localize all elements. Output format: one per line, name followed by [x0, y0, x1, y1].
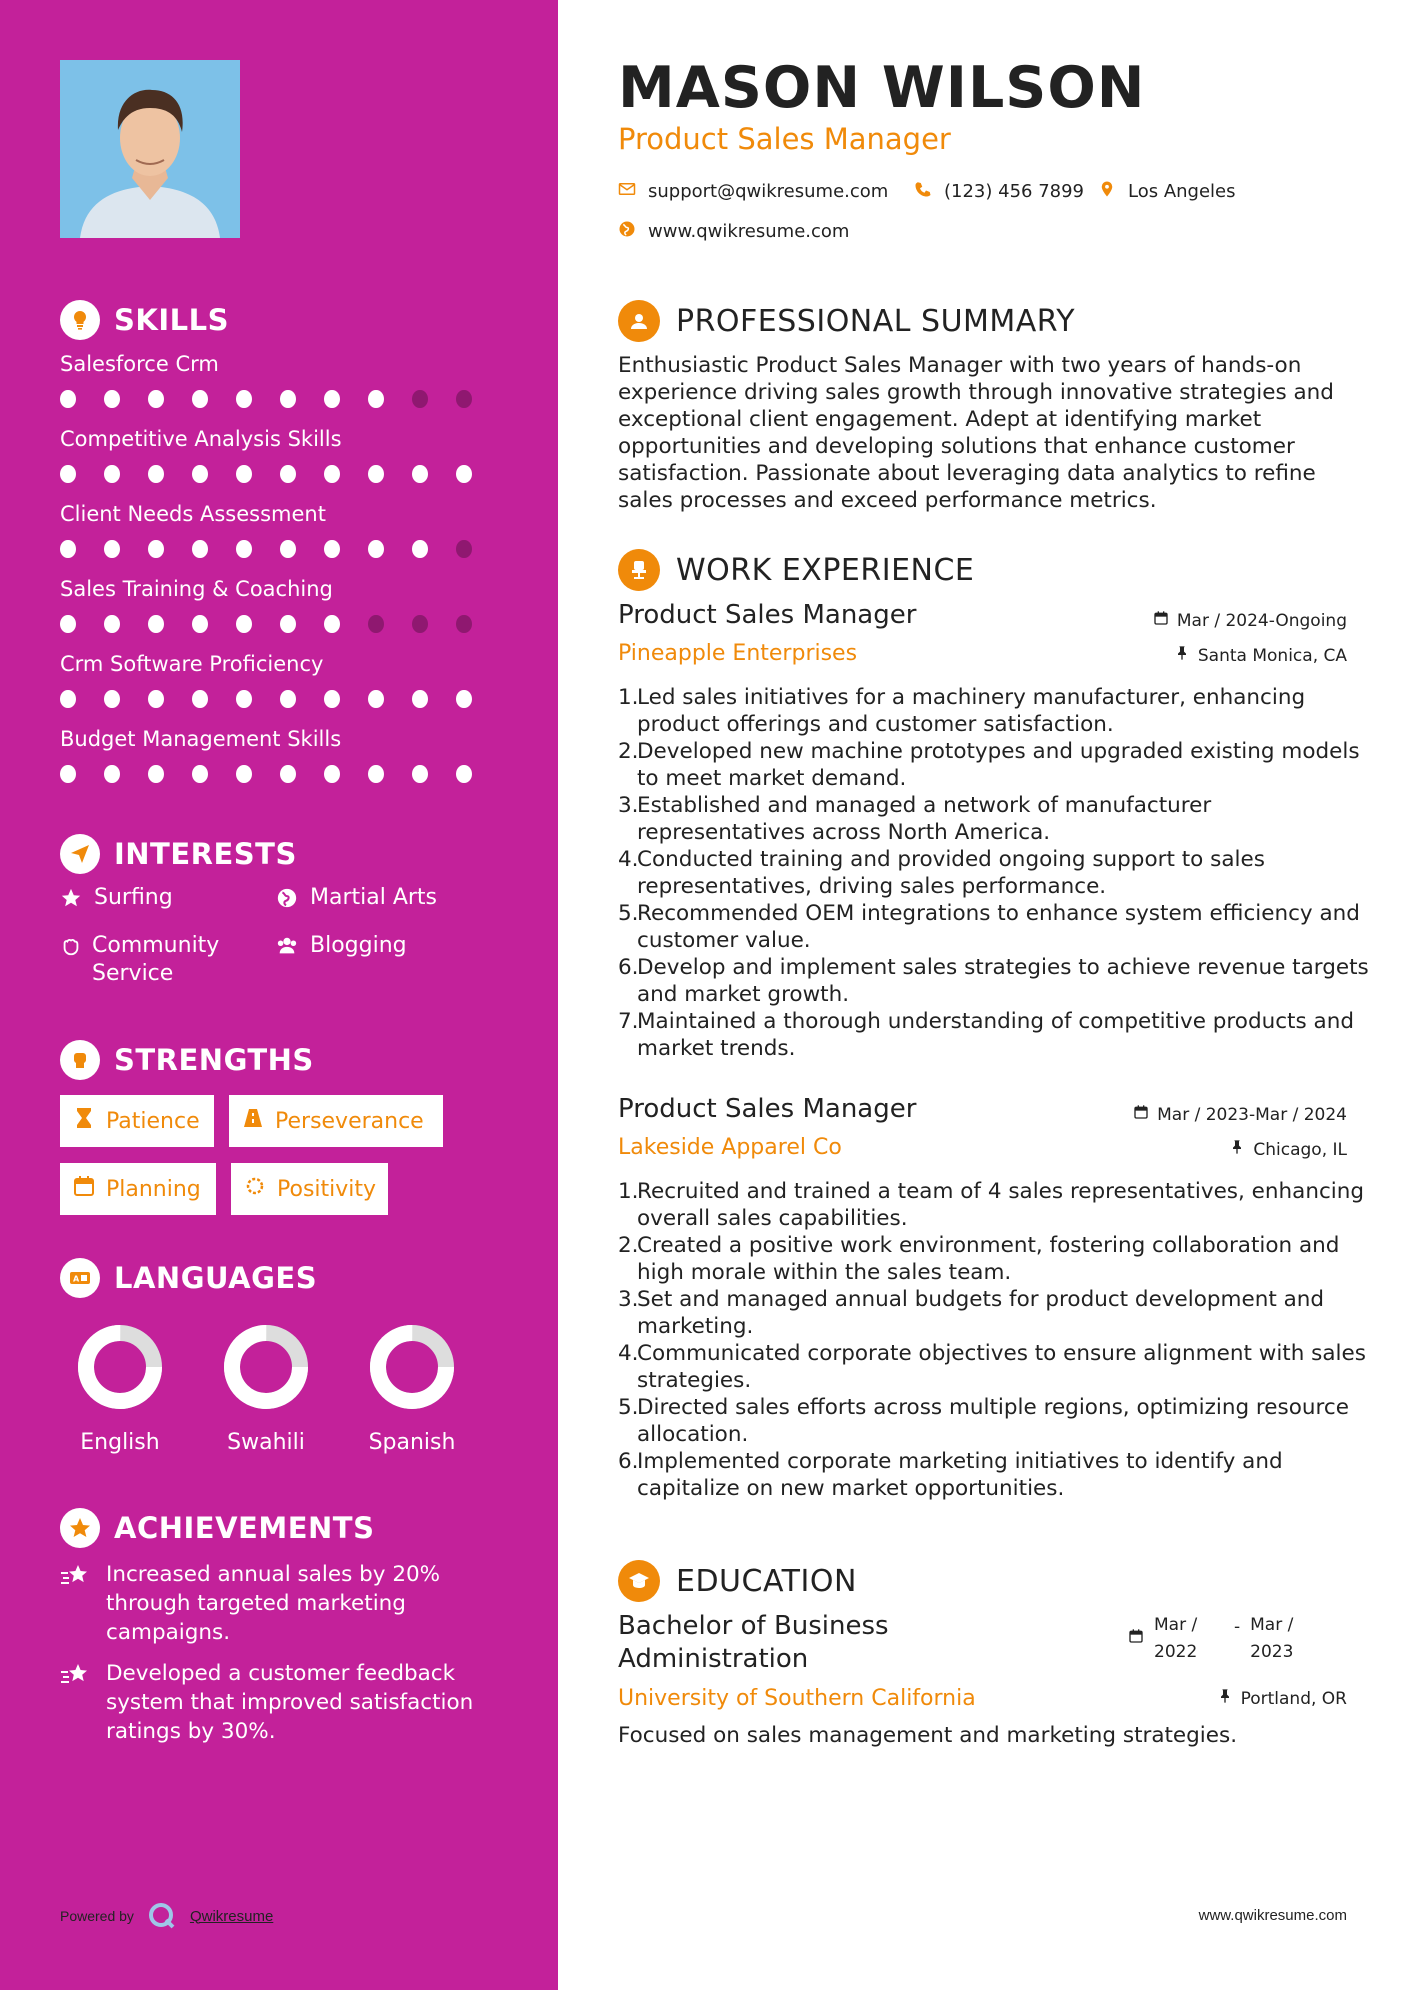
- list-item: [618, 1008, 1378, 1062]
- skill-dot: [324, 465, 340, 483]
- language-name: Spanish: [368, 1430, 456, 1455]
- job-title: Product Sales Manager: [618, 1094, 917, 1124]
- strength-positivity: Positivity: [231, 1163, 388, 1215]
- skill-dot: [236, 540, 252, 558]
- list-text: Recommended OEM integrations to enhance system efficiency and customer value.: [637, 901, 1360, 953]
- skill-dot: [368, 390, 384, 408]
- skill-dot: [324, 540, 340, 558]
- contact-website[interactable]: www.qwikresume.com: [618, 220, 849, 243]
- interests-header: [60, 834, 297, 874]
- globe-icon: [618, 220, 636, 243]
- footer-url[interactable]: www.qwikresume.com: [1198, 1907, 1347, 1924]
- skill-item: [60, 352, 500, 408]
- skill-dot: [368, 540, 384, 558]
- strength-perseverance: Perseverance: [229, 1095, 443, 1147]
- list-number: 1.: [618, 1179, 639, 1204]
- qwikresume-link[interactable]: Qwikresume: [189, 1907, 274, 1925]
- skill-dot: [60, 690, 76, 708]
- interest-community-service: Community Service: [60, 932, 250, 988]
- interest-surfing: Surfing: [60, 884, 173, 912]
- skill-dot: [148, 465, 164, 483]
- calendar-icon: [1128, 1626, 1144, 1653]
- skill-dot: [412, 765, 428, 783]
- skill-rating: [60, 465, 500, 483]
- interest-martial-arts: Martial Arts: [276, 884, 437, 912]
- skill-dot: [280, 690, 296, 708]
- job-title: Product Sales Manager: [618, 600, 917, 630]
- skill-dot: [192, 765, 208, 783]
- languages-title: LANGUAGES: [114, 1261, 318, 1295]
- education-dates: Mar / 2022 - Mar / 2023: [1128, 1612, 1310, 1666]
- language-item: [60, 1322, 180, 1455]
- skill-dot: [280, 465, 296, 483]
- shooting-star-icon: [60, 1562, 92, 1590]
- language-level-ring: [75, 1322, 165, 1412]
- sun-icon: [243, 1174, 267, 1204]
- achievements-title: ACHIEVEMENTS: [114, 1511, 375, 1545]
- summary-text: Enthusiastic Product Sales Manager with two years of hands-on experience driving sales growth through innovative strategies and exceptional client engagement. Adept at identifying market opportunities and developing solutions that enhance customer satisfaction. Passionate about leveraging data analytics to refine sales processes and exceed performance metrics.: [618, 353, 1334, 513]
- skill-rating: [60, 690, 500, 708]
- experience-title: WORK EXPERIENCE: [676, 552, 975, 588]
- language-level-ring: [221, 1322, 311, 1412]
- job-bullets: [618, 684, 1378, 1062]
- skill-rating: [60, 540, 500, 558]
- skill-dot: [412, 615, 428, 633]
- list-item: [618, 1394, 1378, 1448]
- users-icon: [276, 932, 300, 960]
- skill-dot: [412, 390, 428, 408]
- list-number: 7.: [618, 1009, 639, 1034]
- strengths-header: [60, 1040, 314, 1080]
- list-item: [618, 1286, 1378, 1340]
- star-icon: [60, 884, 84, 912]
- globe-icon: [276, 884, 300, 912]
- list-text: Created a positive work environment, fostering collaboration and high morale within the sales team.: [637, 1233, 1340, 1285]
- skill-dot: [192, 540, 208, 558]
- list-text: Communicated corporate objectives to ensure alignment with sales strategies.: [637, 1341, 1366, 1393]
- map-pin-icon: [1098, 180, 1116, 203]
- skill-dot: [456, 765, 472, 783]
- list-number: 2.: [618, 1233, 639, 1258]
- list-item: [618, 792, 1378, 846]
- education-description: Focused on sales management and marketing strategies.: [618, 1723, 1238, 1748]
- profile-photo: [60, 60, 240, 238]
- interests-title: INTERESTS: [114, 837, 297, 871]
- strength-planning: Planning: [60, 1163, 216, 1215]
- skill-dot: [192, 615, 208, 633]
- calendar-icon: [72, 1174, 96, 1204]
- pushpin-icon: [1229, 1139, 1245, 1160]
- school-name: University of Southern California: [618, 1686, 976, 1711]
- list-item: [618, 1448, 1378, 1502]
- list-text: Recruited and trained a team of 4 sales representatives, enhancing overall sales capabilities.: [637, 1179, 1365, 1231]
- skill-dot: [148, 390, 164, 408]
- pushpin-icon: [1217, 1688, 1233, 1709]
- job-location: Chicago, IL: [1229, 1139, 1347, 1160]
- skill-dot: [412, 465, 428, 483]
- list-number: 4.: [618, 847, 639, 872]
- job-company: Lakeside Apparel Co: [618, 1135, 842, 1160]
- skill-dot: [456, 390, 472, 408]
- summary-header: [618, 300, 1075, 342]
- shooting-star-icon: [60, 1661, 92, 1689]
- education-header: [618, 1560, 857, 1602]
- language-name: Swahili: [227, 1430, 305, 1455]
- skill-dot: [192, 690, 208, 708]
- skill-dot: [368, 465, 384, 483]
- powered-by: Powered by Qwikresume: [60, 1900, 273, 1932]
- skill-dot: [368, 690, 384, 708]
- skill-item: [60, 502, 500, 558]
- skill-dot: [60, 465, 76, 483]
- skill-dot: [192, 390, 208, 408]
- hand-icon: [60, 932, 82, 960]
- language-item: [206, 1322, 326, 1455]
- skill-name: Sales Training & Coaching: [60, 577, 333, 601]
- skill-item: [60, 727, 500, 783]
- person-photo-icon: [60, 60, 240, 238]
- pushpin-icon: [1174, 645, 1190, 666]
- skill-dot: [280, 765, 296, 783]
- skill-name: Salesforce Crm: [60, 352, 219, 376]
- list-text: Established and managed a network of manufacturer representatives across North America.: [637, 793, 1212, 845]
- achievement-item: Developed a customer feedback system that improved satisfaction ratings by 30%.: [60, 1659, 500, 1746]
- list-number: 6.: [618, 1449, 639, 1474]
- contact-location: Los Angeles: [1098, 180, 1236, 203]
- skill-dot: [60, 540, 76, 558]
- skill-dot: [412, 690, 428, 708]
- hourglass-icon: [72, 1106, 96, 1136]
- strengths-title: STRENGTHS: [114, 1043, 314, 1077]
- list-item: [618, 900, 1378, 954]
- interest-blogging: Blogging: [276, 932, 407, 960]
- list-number: 3.: [618, 1287, 639, 1312]
- education-title: EDUCATION: [676, 1563, 857, 1599]
- sidebar: [0, 0, 558, 1990]
- job-bullets: [618, 1178, 1378, 1502]
- language-icon: [60, 1258, 100, 1298]
- skill-dot: [280, 615, 296, 633]
- graduation-cap-icon: [618, 1560, 660, 1602]
- list-item: [618, 954, 1378, 1008]
- skill-dot: [412, 540, 428, 558]
- skill-dot: [368, 615, 384, 633]
- skill-dot: [104, 690, 120, 708]
- lightbulb-icon: [60, 300, 100, 340]
- skill-rating: [60, 765, 500, 783]
- list-number: 5.: [618, 1395, 639, 1420]
- skill-dot: [148, 690, 164, 708]
- language-level-ring: [367, 1322, 457, 1412]
- skill-dot: [148, 765, 164, 783]
- skill-dot: [148, 540, 164, 558]
- fist-icon: [60, 1040, 100, 1080]
- skill-dot: [236, 765, 252, 783]
- skill-dot: [236, 465, 252, 483]
- skill-name: Budget Management Skills: [60, 727, 342, 751]
- list-text: Implemented corporate marketing initiatives to identify and capitalize on new market opportunities.: [637, 1449, 1283, 1501]
- skill-dot: [280, 540, 296, 558]
- skill-rating: [60, 390, 500, 408]
- skill-dot: [60, 765, 76, 783]
- summary-title: PROFESSIONAL SUMMARY: [676, 303, 1076, 339]
- skill-dot: [456, 540, 472, 558]
- list-item: [618, 738, 1378, 792]
- main-content: [558, 0, 1407, 1990]
- list-number: 2.: [618, 739, 639, 764]
- skill-dot: [104, 765, 120, 783]
- list-number: 6.: [618, 955, 639, 980]
- language-item: [352, 1322, 472, 1455]
- achievements-header: [60, 1508, 374, 1548]
- skill-dot: [456, 465, 472, 483]
- skill-name: Client Needs Assessment: [60, 502, 326, 526]
- list-text: Directed sales efforts across multiple regions, optimizing resource allocation.: [637, 1395, 1349, 1447]
- skill-dot: [236, 690, 252, 708]
- skill-dot: [236, 615, 252, 633]
- skill-dot: [104, 390, 120, 408]
- list-item: [618, 1232, 1378, 1286]
- skill-name: Competitive Analysis Skills: [60, 427, 342, 451]
- skill-dot: [236, 390, 252, 408]
- qwikresume-logo-icon: [146, 1900, 178, 1932]
- achievement-item: Increased annual sales by 20% through targeted marketing campaigns.: [60, 1560, 500, 1647]
- skills-header: [60, 300, 229, 340]
- skill-dot: [324, 390, 340, 408]
- list-item: [618, 684, 1378, 738]
- skills-title: SKILLS: [114, 303, 229, 337]
- skill-dot: [104, 540, 120, 558]
- list-number: 3.: [618, 793, 639, 818]
- skill-dot: [324, 765, 340, 783]
- list-text: Developed new machine prototypes and upgraded existing models to meet market demand.: [637, 739, 1360, 791]
- candidate-title: Product Sales Manager: [618, 122, 951, 156]
- strength-patience: Patience: [60, 1095, 214, 1147]
- skill-name: Crm Software Proficiency: [60, 652, 324, 676]
- skill-dot: [192, 465, 208, 483]
- degree-title: Bachelor of Business Administration: [618, 1611, 889, 1674]
- phone-icon: [914, 180, 932, 203]
- list-text: Maintained a thorough understanding of competitive products and market trends.: [637, 1009, 1354, 1061]
- skill-dot: [104, 615, 120, 633]
- skill-dot: [148, 615, 164, 633]
- svg-text:A: A: [73, 1274, 80, 1284]
- skill-dot: [60, 615, 76, 633]
- skill-rating: [60, 615, 500, 633]
- envelope-icon: [618, 180, 636, 203]
- skill-dot: [280, 390, 296, 408]
- skill-dot: [456, 615, 472, 633]
- job-dates: Mar / 2024-Ongoing: [1153, 610, 1347, 631]
- paper-plane-icon: [60, 834, 100, 874]
- list-text: Develop and implement sales strategies to achieve revenue targets and market growth.: [637, 955, 1369, 1007]
- education-location: Portland, OR: [1217, 1688, 1347, 1709]
- contact-phone[interactable]: (123) 456 7899: [914, 180, 1084, 203]
- list-item: [618, 1178, 1378, 1232]
- job-company: Pineapple Enterprises: [618, 641, 858, 666]
- user-icon: [618, 300, 660, 342]
- list-number: 5.: [618, 901, 639, 926]
- skill-dot: [324, 615, 340, 633]
- contact-email[interactable]: support@qwikresume.com: [618, 180, 888, 203]
- candidate-name: MASON WILSON: [618, 55, 1146, 121]
- experience-header: [618, 549, 974, 591]
- job-dates: Mar / 2023-Mar / 2024: [1133, 1104, 1347, 1125]
- list-text: Led sales initiatives for a machinery manufacturer, enhancing product offerings and customer satisfaction.: [637, 685, 1306, 737]
- skill-dot: [104, 465, 120, 483]
- calendar-icon: [1153, 610, 1169, 631]
- list-text: Set and managed annual budgets for product development and marketing.: [637, 1287, 1325, 1339]
- skill-item: [60, 577, 500, 633]
- skill-dot: [60, 390, 76, 408]
- skill-dot: [368, 765, 384, 783]
- star-badge-icon: [60, 1508, 100, 1548]
- skill-dot: [324, 690, 340, 708]
- skill-item: [60, 427, 500, 483]
- job-location: Santa Monica, CA: [1174, 645, 1347, 666]
- calendar-icon: [1133, 1104, 1149, 1125]
- skill-dot: [456, 690, 472, 708]
- chair-icon: [618, 549, 660, 591]
- list-text: Conducted training and provided ongoing support to sales representatives, driving sales performance.: [637, 847, 1265, 899]
- list-item: [618, 846, 1378, 900]
- languages-header: [60, 1258, 317, 1298]
- road-icon: [241, 1106, 265, 1136]
- list-item: [618, 1340, 1378, 1394]
- language-name: English: [80, 1430, 160, 1455]
- list-number: 4.: [618, 1341, 639, 1366]
- list-number: 1.: [618, 685, 639, 710]
- skill-item: [60, 652, 500, 708]
